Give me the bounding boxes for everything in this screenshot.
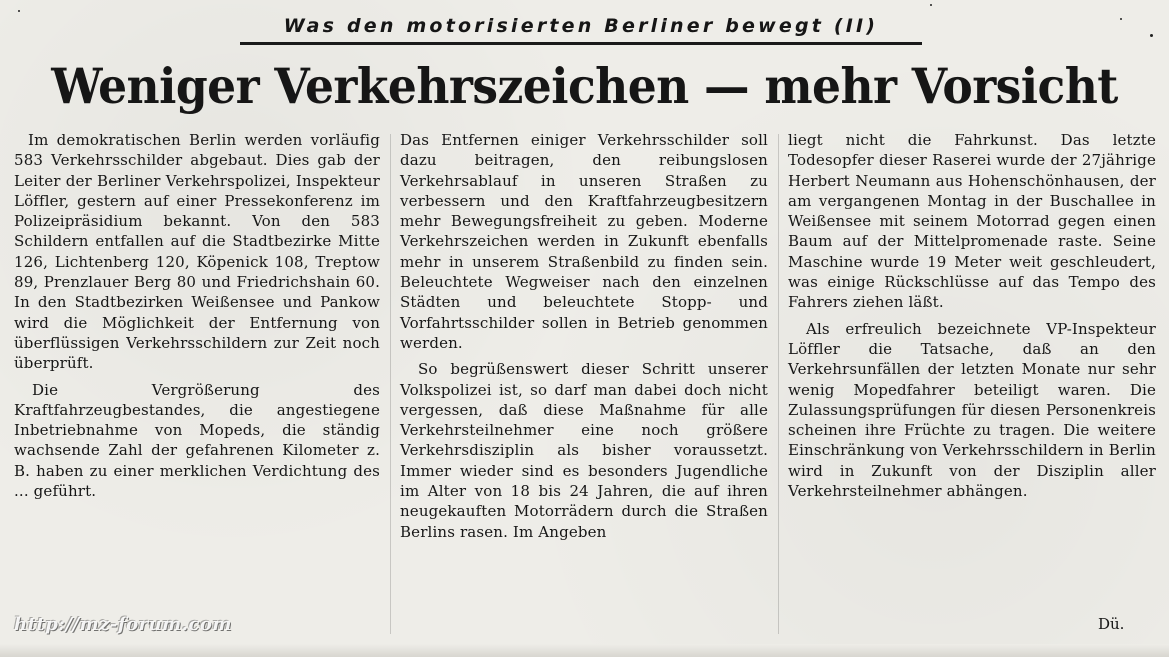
watermark-url[interactable]: http://mz-forum.com [14,614,232,635]
kicker-underline [240,42,922,45]
paragraph: liegt nicht die Fahrkunst. Das letzte Todesopfer dieser Raserei wurde der 27jährige Herbert Neumann aus Hohenschönhausen, der am vergangenen Montag in der Buschallee in Weißensee mit seinem Motorrad gegen einen Baum auf der Mittelpromenade raste. Seine Maschine wurde 19 Meter weit geschleudert, was einige Rückschlüsse auf das Tempo des Fahrers ziehen läßt. [788,131,1156,312]
page-bottom-edge [0,644,1169,657]
paragraph: Die Vergrößerung des Kraftfahrzeugbestandes, die angestiegene Inbetriebnahme von Mopeds, die ständig wachsende Zahl der gefahrenen Kilometer z. B. haben zu einer merklichen Verdichtung des ... geführt. [14,380,380,501]
print-speck [18,10,20,12]
headline: Weniger Verkehrszeichen — mehr Vorsicht [51,57,1118,115]
author-signature: Dü. [1098,615,1125,633]
print-speck [1120,18,1122,20]
print-speck [1150,34,1153,37]
kicker-line: Was den motorisierten Berliner bewegt (II) [283,15,879,37]
print-speck [930,4,932,6]
kicker-container [240,14,922,44]
paragraph: Als erfreulich bezeichnete VP-Inspekteur Löffler die Tatsache, daß an den Verkehrsunfällen der letzten Monate nur sehr wenig Mopedfahrer beteiligt waren. Die Zulassungsprüfungen für diesen Personenkreis scheinen ihre Früchte zu tragen. Die weitere Einschränkung von Verkehrsschildern in Berlin wird in Zukunft von der Disziplin aller Verkehrsteilnehmer abhängen. [788,319,1156,501]
paragraph: So begrüßenswert dieser Schritt unserer Volkspolizei ist, so darf man dabei doch nicht vergessen, daß diese Maßnahme für alle Verkehrsteilnehmer eine noch größere Verkehrsdisziplin als bisher voraussetzt. Immer wieder sind es besonders Jugendliche im Alter von 18 bis 24 Jahren, die auf ihren neugekauften Motorrädern durch die Straßen Berlins rasen. Im Angeben [400,360,768,541]
column-divider [390,134,391,634]
paragraph: Im demokratischen Berlin werden vorläufig 583 Verkehrsschilder abgebaut. Dies gab der Leiter der Berliner Verkehrspolizei, Inspekteur Löffler, gestern auf einer Pressekonferenz im Polizeipräsidium bekannt. Von den 583 Schildern entfallen auf die Stadtbezirke Mitte 126, Lichtenberg 120, Köpenick 108, Treptow 89, Prenzlauer Berg 80 und Friedrichshain 60. In den Stadtbezirken Weißensee und Pankow wird die Möglichkeit der Entfernung von überflüssigen Verkehrsschildern zur Zeit noch überprüft. [14,131,380,373]
column-divider [778,134,779,634]
article-column-3 [788,130,1156,640]
article-column-2 [400,130,768,640]
article-column-1 [14,130,380,640]
paragraph: Das Entfernen einiger Verkehrsschilder soll dazu beitragen, den reibungslosen Verkehrsablauf in unseren Straßen zu verbessern und den Kraftfahrzeugbesitzern mehr Bewegungsfreiheit zu geben. Moderne Verkehrszeichen werden in Zukunft ebenfalls mehr in unserem Straßenbild zu finden sein. Beleuchtete Wegweiser nach den einzelnen Städten und beleuchtete Stopp- und Vorfahrtsschilder sollen in Betrieb genommen werden. [400,131,768,352]
